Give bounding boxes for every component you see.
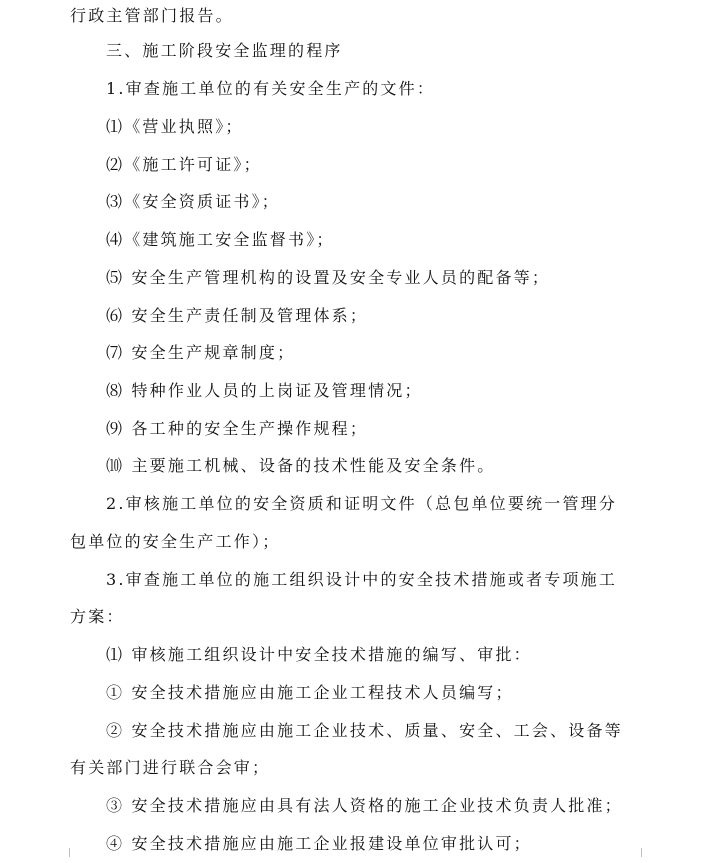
list-item: ⑵《施工许可证》； [106,155,262,174]
list-item: ④ 安全技术措施应由施工企业报建设单位审批认可； [106,834,532,853]
list-item: ③ 安全技术措施应由具有法人资格的施工企业技术负责人批准； [106,796,623,815]
list-item: ⑺ 安全生产规章制度； [106,343,296,362]
text-line: 包单位的安全生产工作）； [70,532,281,551]
list-item: ⑷《建筑施工安全监督书》； [106,230,335,249]
numbered-item: 3.审查施工单位的施工组织设计中的安全技术措施或者专项施工 [106,570,618,589]
list-item: ⑽ 主要施工机械、设备的技术性能及安全条件。 [106,456,496,475]
list-item: ⑸ 安全生产管理机构的设置及安全专业人员的配备等； [106,268,551,287]
list-item: ⑴ 审核施工组织设计中安全技术措施的编写、审批： [106,645,532,664]
text-line: 行政主管部门报告。 [70,6,234,25]
numbered-item: 2.审核施工单位的安全资质和证明文件（总包单位要统一管理分 [106,494,618,513]
list-item: ⑶《安全资质证书》； [106,192,281,211]
list-item: ⑴《营业执照》； [106,117,244,136]
text-line: 方案： [70,607,125,626]
list-item: ⑹ 安全生产责任制及管理体系； [106,306,369,325]
text-line: 有关部门进行联合会审； [70,758,271,777]
page-corner-mark-right [641,848,651,857]
list-item: ② 安全技术措施应由施工企业技术、质量、安全、工会、设备等 [106,721,623,740]
numbered-item: 1.审查施工单位的有关安全生产的文件： [106,79,436,98]
section-heading: 三、施工阶段安全监理的程序 [106,41,343,60]
list-item: ① 安全技术措施应由施工企业工程技术人员编写； [106,683,514,702]
list-item: ⑼ 各工种的安全生产操作规程； [106,419,369,438]
list-item: ⑻ 特种作业人员的上岗证及管理情况； [106,381,423,400]
page-corner-mark-left [60,848,70,857]
